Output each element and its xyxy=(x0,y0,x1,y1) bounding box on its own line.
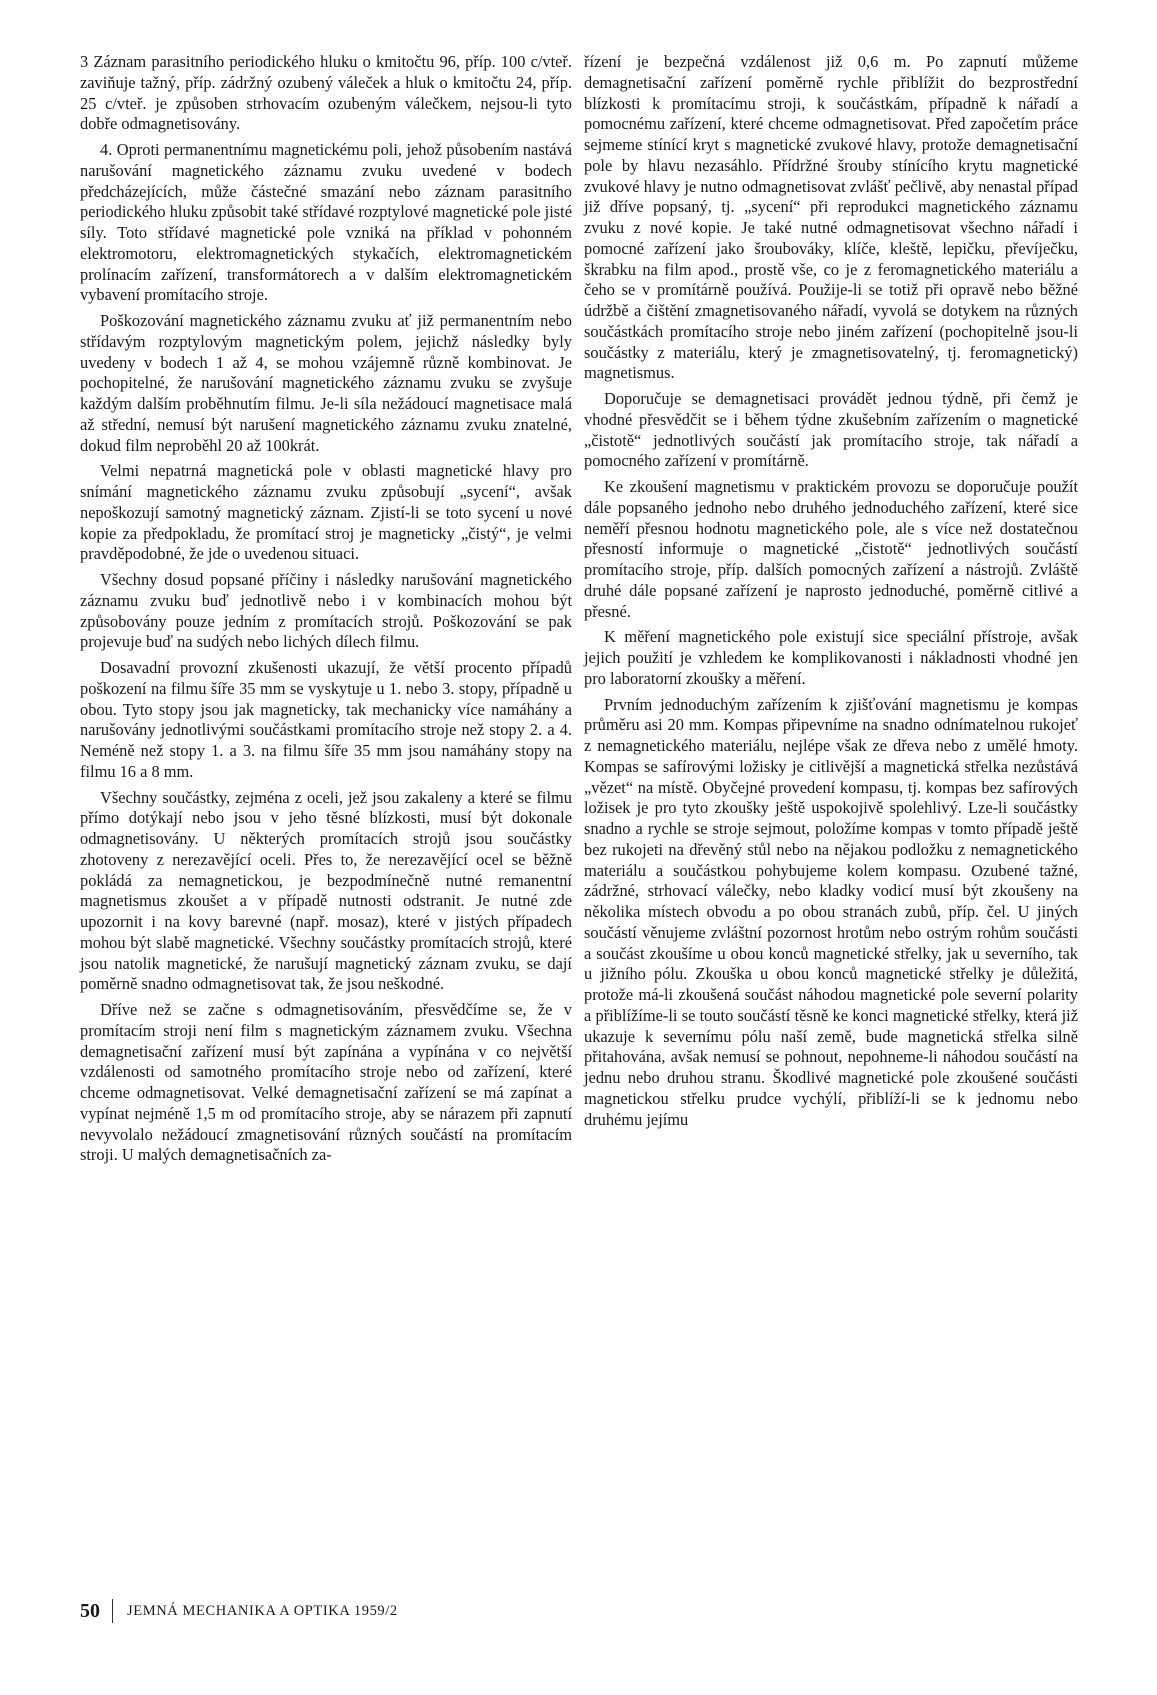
paragraph-compass-method: Prvním jednoduchým zařízením k zjišťování magnetismu je kompas průměru asi 20 mm. Kompas připevníme na snadno odnímatelnou rukojeť z nemagnetického materiálu, nejlépe však ze dřeva nebo z umělé hmoty. Kompas se safírovými ložisky je citlivější a magnetická střelka nezůstává „vězet“ na místě. Obyčejné provedení kompasu, tj. kompas bez safírových ložisek je pro tyto zkoušky ještě uspokojivě spolehlivý. Lze-li součástky snadno a rychle se stroje sejmout, položíme kompas v tomto případě ještě bez rukojeti na dřevěný stůl nebo na nějakou podložku z nemagnetického materiálu a součástkou pohybujeme kolem kompasu. Ozubené tažné, zádržné, strhovací válečky, nebo kladky vodicí musí být zkoušeny na několika místech obvodu a po obou stranách zubů, příp. čel. U jiných součástí věnujeme zvláštní pozornost hrotům nebo ostrým rohům součásti a součást zkoušíme u obou konců magnetické střelky, jak u severního, tak u jižního pólu. Zkouška u obou konců magnetické střelky je důležitá, protože má-li zkoušená součást náhodou magnetické pole severní polarity a přiblížíme-li se touto součástí těsně ke konci magnetické střelky, která již ukazuje k severnímu pólu naší země, bude magnetická střelka silně přitahována, avšak nemusí se pohnout, nepohneme-li náhodou součástí na jednu nebo druhou stranu. Škodlivé magnetické pole zkoušené součásti magnetickou střelku prudce vychýlí, přiblíží-li se k jednomu nebo druhému jejímu xyxy=(584,694,1078,1129)
paragraph-testing-devices: Ke zkoušení magnetismu v praktickém provozu se doporučuje použít dále popsaného jednoho nebo druhého jednoduchého zařízení, které sice neměří přesnou hodnotu magnetického pole, ale s více než dostatečnou přesností informuje o magnetické „čistotě“ jednotlivých součástí promítacího stroje, příp. dalších pomocných zařízení a nástrojů. Zvláště druhé dále popsané zařízení je naprosto jednoduché, poměrně citlivé a přesné. xyxy=(584,477,1078,621)
page-footer xyxy=(80,1596,398,1626)
journal-name: JEMNÁ MECHANIKA A OPTIKA 1959/2 xyxy=(127,1602,398,1619)
paragraph-saturation: Velmi nepatrná magnetická pole v oblasti magnetické hlavy pro snímání magnetického záznamu zvuku způsobují „sycení“, avšak nepoškozují samotný magnetický záznam. Zjistí-li se toto sycení u nové kopie za předpokladu, že promítací stroj je magneticky „čistý“, je velmi pravděpodobné, že jde o uvedenou situaci. xyxy=(80,461,572,564)
page-number: 50 xyxy=(80,1599,100,1622)
paragraph-demagnetisation-procedure: Dříve než se začne s odmagnetisováním, přesvědčíme se, že v promítacím stroji není film s magnetickým záznamem zvuku. Všechna demagnetisační zařízení musí být zapínána a vypínána v co největší vzdálenosti od samotného promítacího stroje nebo od zařízení, které chceme odmagnetisovat. Velké demagnetisační zařízení se má zapínat a vypínat nejméně 1,5 m od promítacího stroje, aby se nárazem při zapnutí nevyvolalo nežádoucí zmagnetisování různých součástí na promítacím stroji. U malých demagnetisačních za- xyxy=(80,1000,572,1165)
left-text-column xyxy=(80,52,572,1171)
paragraph-steel-components: Všechny součástky, zejména z oceli, jež jsou zakaleny a které se filmu přímo dotýkají nebo jsou v jeho těsné blízkosti, musí být dokonale odmagnetisovány. U některých promítacích strojů jsou součástky zhotoveny z nerezavějící oceli. Přes to, že nerezavějící ocel se běžně pokládá za nemagnetickou, je bezpodmínečně nutné remanentní magnetismus zkoušet a v případě nutnosti odstranit. Je nutné zde upozornit i na kovy barevné (např. mosaz), které v jistých případech mohou být slabě magnetické. Všechny součástky promítacích strojů, které jsou natolik magnetické, že narušují magnetický záznam zvuku, se dají poměrně snadno odmagnetisovat tak, že jsou neškodné. xyxy=(80,787,572,994)
paragraph-safe-distance: řízení je bezpečná vzdálenost již 0,6 m. Po zapnutí můžeme demagnetisační zařízení poměrně rychle přiblížit do bezprostřední blízkosti k promítacímu stroji, k součástkám, případně k nářadí a pomocnému zařízení, které chceme odmagnetisovat. Před započetím práce sejmeme stínící kryt s magnetické zvukové hlavy, protože demagnetisační pole by hlavu nezasáhlo. Přídržné šrouby stínícího krytu magnetické zvukové hlavy je nutno odmagnetisovat zvlášť pečlivě, aby nenastal případ již dříve popsaný, tj. „sycení“ při reprodukci magnetického záznamu zvuku z nové kopie. Je také nutné odmagnetisovat všechno nářadí i pomocné zařízení jako šroubováky, klíče, kleště, lepičku, převíječku, škrabku na film apod., prostě vše, co je z feromagnetického materiálu a čeho se v promítárně používá. Použije-li se totiž při opravě nebo běžné údržbě a čištění zmagnetisovaného nářadí, vyvolá se dotykem na různých součástkách promítacího stroje nebo jiném zařízení (pochopitelně jsou-li součástky z materiálu, který je zmagnetisovatelný, tj. feromagnetický) magnetismus. xyxy=(584,52,1078,383)
paragraph-special-instruments: K měření magnetického pole existují sice speciální přístroje, avšak jejich použití je vzhledem ke komplikovanosti i nákladnosti vhodné jen pro laboratorní zkoušky a měření. xyxy=(584,627,1078,688)
footer-divider xyxy=(112,1599,113,1623)
paragraph-damage-combination: Poškozování magnetického záznamu zvuku ať již permanentním nebo střídavým rozptylovým magnetickým polem, jejichž následky byly uvedeny v bodech 1 až 4, se mohou vzájemně různě kombinovat. Je pochopitelné, že narušování magnetického záznamu zvuku se zvyšuje každým dalším proběhnutím filmu. Je-li síla nežádoucí magnetisace malá až střední, nemusí být narušení magnetického záznamu zvuku znatelné, dokud film neproběhl 20 až 100krát. xyxy=(80,311,572,455)
paragraph-4-alternating-field: 4. Oproti permanentnímu magnetickému poli, jehož působením nastává narušování magnetického záznamu zvuku uvedené v bodech předcházejících, může částečné smazání nebo záznam parasitního periodického hluku způsobit také střídavé rozptylové magnetické pole jisté síly. Toto střídavé magnetické pole vzniká na příklad v pohonném elektromotoru, elektromagnetických stykačích, elektromagnetickém prolínacím zařízení, transformátorech a v dalším elektromagnetickém vybavení promítacího stroje. xyxy=(80,140,572,305)
right-text-column xyxy=(584,52,1078,1135)
paragraph-3-parasitic-noise: 3 Záznam parasitního periodického hluku o kmitočtu 96, příp. 100 c/vteř. zaviňuje tažný, příp. zádržný ozubený váleček a hluk o kmitočtu 24, příp. 25 c/vteř. je způsoben strhovacím ozubeným válečkem, nejsou-li tyto dobře odmagnetisovány. xyxy=(80,52,572,134)
paragraph-weekly-demagnetisation: Doporučuje se demagnetisaci provádět jednou týdně, při čemž je vhodné přesvědčit se i během týdne zkušebním zařízením o magnetické „čistotě“ jednotlivých součástí jak promítacího stroje, tak nářadí a pomocného zařízení v promítárně. xyxy=(584,389,1078,471)
paragraph-causes-summary: Všechny dosud popsané příčiny i následky narušování magnetického záznamu zvuku buď jednotlivě nebo i v kombinacích mohou být způsobovány pouze jedním z promítacích strojů. Poškozování se pak projevuje buď na sudých nebo lichých dílech filmu. xyxy=(80,570,572,652)
paragraph-operating-experience: Dosavadní provozní zkušenosti ukazují, že větší procento případů poškození na filmu šíře 35 mm se vyskytuje u 1. nebo 3. stopy, případně u obou. Tyto stopy jsou jak magneticky, tak mechanicky více namáhány a narušovány jednotlivými součástkami promítacího stroje než stopy 2. a 4. Neméně než stopy 1. a 3. na filmu šíře 35 mm jsou namáhány stopy na filmu 16 a 8 mm. xyxy=(80,658,572,781)
